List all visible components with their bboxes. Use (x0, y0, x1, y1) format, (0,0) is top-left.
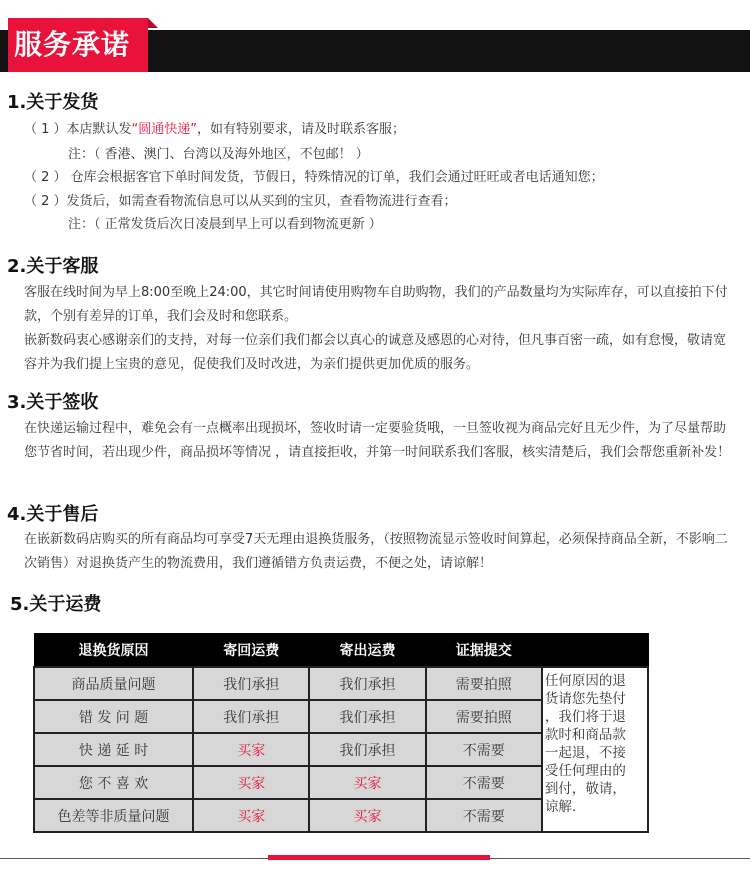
freight-table (33, 633, 649, 833)
send-fee-cell: 买家 (309, 799, 425, 832)
note-line: 任何原因的退 (544, 673, 626, 689)
shipping-line-1-prefix: （ 1 ）本店默认发 (24, 122, 132, 137)
reason-cell: 快 递 延 时 (34, 733, 193, 766)
table-row (34, 667, 648, 700)
return-fee-cell: 我们承担 (193, 667, 309, 700)
shipping-line-2: （ 2 ） 仓库会根据客官下单时间发货，节假日，特殊情况的订单，我们会通过旺旺或者电话通知您； (24, 170, 604, 185)
header-return-fee: 寄回运费 (193, 634, 309, 668)
header-blank (542, 634, 648, 668)
shipping-line-3: （ 2 ）发货后，如需查看物流信息可以从买到的宝贝，查看物流进行查看； (24, 194, 457, 209)
reason-cell: 错 发 问 题 (34, 700, 193, 733)
courier-highlight: “圆通快递” (131, 122, 198, 137)
note-line: 一起退，不接 (544, 745, 626, 761)
send-fee-cell: 我们承担 (309, 733, 425, 766)
evidence-cell: 不需要 (426, 799, 542, 832)
service-paragraph-1: 客服在线时间为早上8:00至晚上24:00，其它时间请使用购物车自助购物，我们的产品数量均为实际库存，可以直接拍下付款，个别有差异的订单，我们会及时和您联系。 (24, 285, 728, 324)
section-title-receipt: 3.关于签收 (7, 392, 99, 413)
shipping-line-1-suffix: ，如有特别要求，请及时联系客服； (197, 122, 406, 137)
bottom-accent-bar (268, 855, 490, 860)
service-paragraph-2: 嵌新数码衷心感谢亲们的支持，对每一位亲们我们都会以真心的诚意及感恩的心对待，但凡事百密一疏，如有怠慢，敬请宽容并为我们提上宝贵的意见，促使我们及时改进，为亲们提供更加优质的服务。 (24, 333, 727, 372)
return-fee-cell: 买家 (193, 733, 309, 766)
note-line: 到付，敬请， (544, 781, 626, 797)
return-fee-cell: 我们承担 (193, 700, 309, 733)
section-title-freight: 5.关于运费 (10, 594, 102, 615)
send-fee-cell: 我们承担 (309, 667, 425, 700)
shipping-note-1: 注：（ 香港、澳门、台湾以及海外地区，不包邮！ ） (68, 147, 369, 162)
reason-cell: 色差等非质量问题 (34, 799, 193, 832)
header-send-fee: 寄出运费 (309, 634, 425, 668)
section-title-service: 2.关于客服 (7, 256, 99, 277)
reason-cell: 您 不 喜 欢 (34, 766, 193, 799)
reason-cell: 商品质量问题 (34, 667, 193, 700)
note-line: 款时和商品款 (544, 727, 626, 743)
evidence-cell: 不需要 (426, 766, 542, 799)
evidence-cell: 需要拍照 (426, 667, 542, 700)
header-evidence: 证据提交 (426, 634, 542, 668)
send-fee-cell: 买家 (309, 766, 425, 799)
shipping-line-1 (24, 118, 405, 137)
note-line: 谅解. (544, 799, 577, 815)
section-title-shipping: 1.关于发货 (7, 92, 99, 113)
table-header-row (34, 634, 648, 668)
refund-note (542, 667, 648, 832)
evidence-cell: 需要拍照 (426, 700, 542, 733)
return-fee-cell: 买家 (193, 799, 309, 832)
send-fee-cell: 我们承担 (309, 700, 425, 733)
aftersale-paragraph: 在嵌新数码店购买的所有商品均可享受7天无理由退换货服务，（按照物流显示签收时间算起，必须保持商品全新，不影响二次销售）对退换货产生的物流费用，我们遵循错方负责运费，不便之处，请谅解！ (24, 532, 728, 571)
return-fee-cell: 买家 (193, 766, 309, 799)
page-title: 服务承诺 (14, 28, 131, 61)
evidence-cell: 不需要 (426, 733, 542, 766)
note-line: ，我们将于退 (544, 709, 626, 725)
section-title-aftersale: 4.关于售后 (7, 504, 99, 525)
shipping-note-2: 注：（ 正常发货后次日凌晨到早上可以看到物流更新 ） (68, 217, 382, 232)
receipt-paragraph: 在快递运输过程中，难免会有一点概率出现损坏，签收时请一定要验货哦，一旦签收视为商品完好且无少件，为了尽量帮助您节省时间，若出现少件，商品损坏等情况 ，请直接拒收，并第一时间联系我们客服，核实清楚后，我们会帮您重新补发！ (24, 421, 731, 460)
header-reason: 退换货原因 (34, 634, 193, 668)
note-line: 货请您先垫付 (544, 691, 626, 707)
note-line: 受任何理由的 (544, 763, 626, 779)
